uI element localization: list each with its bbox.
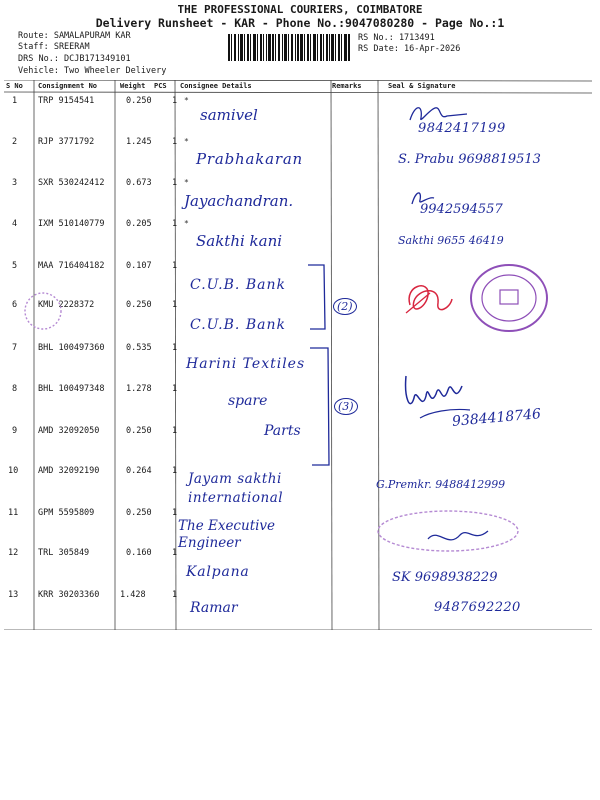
row-mark: *: [184, 219, 189, 228]
row-consignment: BHL 100497360: [38, 343, 105, 353]
signature-number-large: 9384418746: [451, 406, 542, 430]
group-bracket-1: [300, 262, 340, 332]
row-weight: 1.245: [126, 137, 152, 147]
row-weight: 0.160: [126, 548, 152, 558]
signature-scribble-red: [400, 275, 460, 325]
consignee-handwriting: The Executive Engineer: [178, 518, 276, 551]
drs-label: DRS No.: DCJB171349101: [18, 54, 131, 64]
consignee-handwriting: Jayachandran.: [184, 192, 294, 210]
row-pcs: 1: [172, 96, 178, 106]
row-consignment: MAA 716404182: [38, 261, 105, 271]
row-sno: 5: [12, 261, 18, 271]
row-sno: 8: [12, 384, 18, 394]
row-consignment: IXM 510140779: [38, 219, 105, 229]
consignee-handwriting: Harini Textiles: [186, 356, 306, 372]
row-sno: 4: [12, 219, 18, 229]
row-weight: 1.278: [126, 384, 152, 394]
office-seal-stamp: [368, 505, 528, 557]
row-sno: 7: [12, 343, 18, 353]
consignee-handwriting: samivel: [200, 106, 258, 124]
row-pcs: 1: [172, 300, 178, 310]
signature-text: 9942594557: [420, 202, 503, 217]
row-pcs: 1: [172, 426, 178, 436]
rs-date: RS Date: 16-Apr-2026: [358, 44, 461, 54]
row-sno: 10: [8, 466, 19, 476]
row-sno: 3: [12, 178, 18, 188]
row-weight: 0.250: [126, 96, 152, 106]
row-pcs: 1: [172, 384, 178, 394]
consignee-handwriting: Parts: [264, 423, 301, 439]
row-sno: 11: [8, 508, 19, 518]
col-consignee: Consignee Details: [180, 82, 252, 90]
consignee-handwriting: Jayam sakthi international: [188, 471, 284, 506]
row-consignment: TRL 305849: [38, 548, 90, 558]
row-consignment: AMD 32092190: [38, 466, 100, 476]
row-weight: 0.205: [126, 219, 152, 229]
consignee-handwriting: Prabhakaran: [196, 150, 304, 168]
row-consignment: KRR 30203360: [38, 590, 100, 600]
row-consignment: BHL 100497348: [38, 384, 105, 394]
row-consignment: TRP 9154541: [38, 96, 95, 106]
row-weight: 0.535: [126, 343, 152, 353]
signature-text: 9487692220: [434, 600, 521, 615]
consignee-handwriting: spare: [228, 393, 268, 409]
col-weight: Weight: [120, 82, 146, 90]
row-weight: 0.250: [126, 508, 152, 518]
barcode: [228, 34, 352, 61]
signature-text: G.Premkr. 9488412999: [376, 478, 506, 491]
signature-text: 9842417199: [418, 121, 506, 136]
col-pcs: PCS: [154, 82, 167, 90]
runsheet-title: Delivery Runsheet - KAR - Phone No.:9047080280 - Page No.:1: [95, 16, 505, 30]
company-title: THE PROFESSIONAL COURIERS, COIMBATORE: [177, 3, 423, 16]
row-pcs: 1: [172, 590, 178, 600]
signature-text: S. Prabu 9698819513: [398, 152, 541, 167]
col-seal: Seal & Signature: [388, 82, 456, 90]
row-weight: 1.428: [120, 590, 146, 600]
faint-seal-left: [22, 290, 64, 332]
row-weight: 0.264: [126, 466, 152, 476]
row-pcs: 1: [172, 219, 178, 229]
row-consignment: SXR 530242412: [38, 178, 105, 188]
staff-label: Staff: SREERAM: [18, 42, 90, 52]
row-mark: *: [184, 137, 189, 146]
row-consignment: GPM 5595809: [38, 508, 95, 518]
group-count-2: (3): [334, 398, 358, 415]
row-consignment: KMU 2228372: [38, 300, 95, 310]
row-pcs: 1: [172, 508, 178, 518]
row-mark: *: [184, 178, 189, 187]
row-weight: 0.250: [126, 426, 152, 436]
col-sno: S No: [6, 82, 23, 90]
row-sno: 9: [12, 426, 18, 436]
row-weight: 0.107: [126, 261, 152, 271]
signature-scribble-3: [408, 188, 438, 210]
route-label: Route: SAMALAPURAM KAR: [18, 31, 131, 41]
row-consignment: RJP 3771792: [38, 137, 95, 147]
consignee-handwriting: Kalpana: [186, 564, 250, 580]
row-mark: *: [184, 96, 189, 105]
row-sno: 2: [12, 137, 18, 147]
rs-number: RS No.: 1713491: [358, 33, 435, 43]
signature-scribble-1: [405, 100, 485, 128]
vehicle-label: Vehicle: Two Wheeler Delivery: [18, 66, 167, 76]
row-pcs: 1: [172, 548, 178, 558]
consignee-handwriting: C.U.B. Bank: [190, 317, 286, 333]
col-consignment: Consignment No: [38, 82, 98, 90]
row-pcs: 1: [172, 137, 178, 147]
row-pcs: 1: [172, 178, 178, 188]
row-sno: 12: [8, 548, 19, 558]
row-pcs: 1: [172, 343, 178, 353]
row-consignment: AMD 32092050: [38, 426, 100, 436]
consignee-handwriting: Ramar: [190, 600, 238, 616]
signature-text: Sakthi 9655 46419: [398, 234, 504, 247]
row-sno: 6: [12, 300, 18, 310]
bank-seal-stamp: [468, 262, 550, 334]
row-pcs: 1: [172, 466, 178, 476]
group-count-1: (2): [333, 298, 357, 315]
row-sno: 1: [12, 96, 18, 106]
row-weight: 0.673: [126, 178, 152, 188]
consignee-handwriting: C.U.B. Bank: [190, 277, 286, 293]
row-weight: 0.250: [126, 300, 152, 310]
col-remarks: Remarks: [332, 82, 362, 90]
row-sno: 13: [8, 590, 19, 600]
consignee-handwriting: Sakthi kani: [196, 232, 283, 250]
row-pcs: 1: [172, 261, 178, 271]
signature-text: SK 9698938229: [392, 570, 498, 585]
